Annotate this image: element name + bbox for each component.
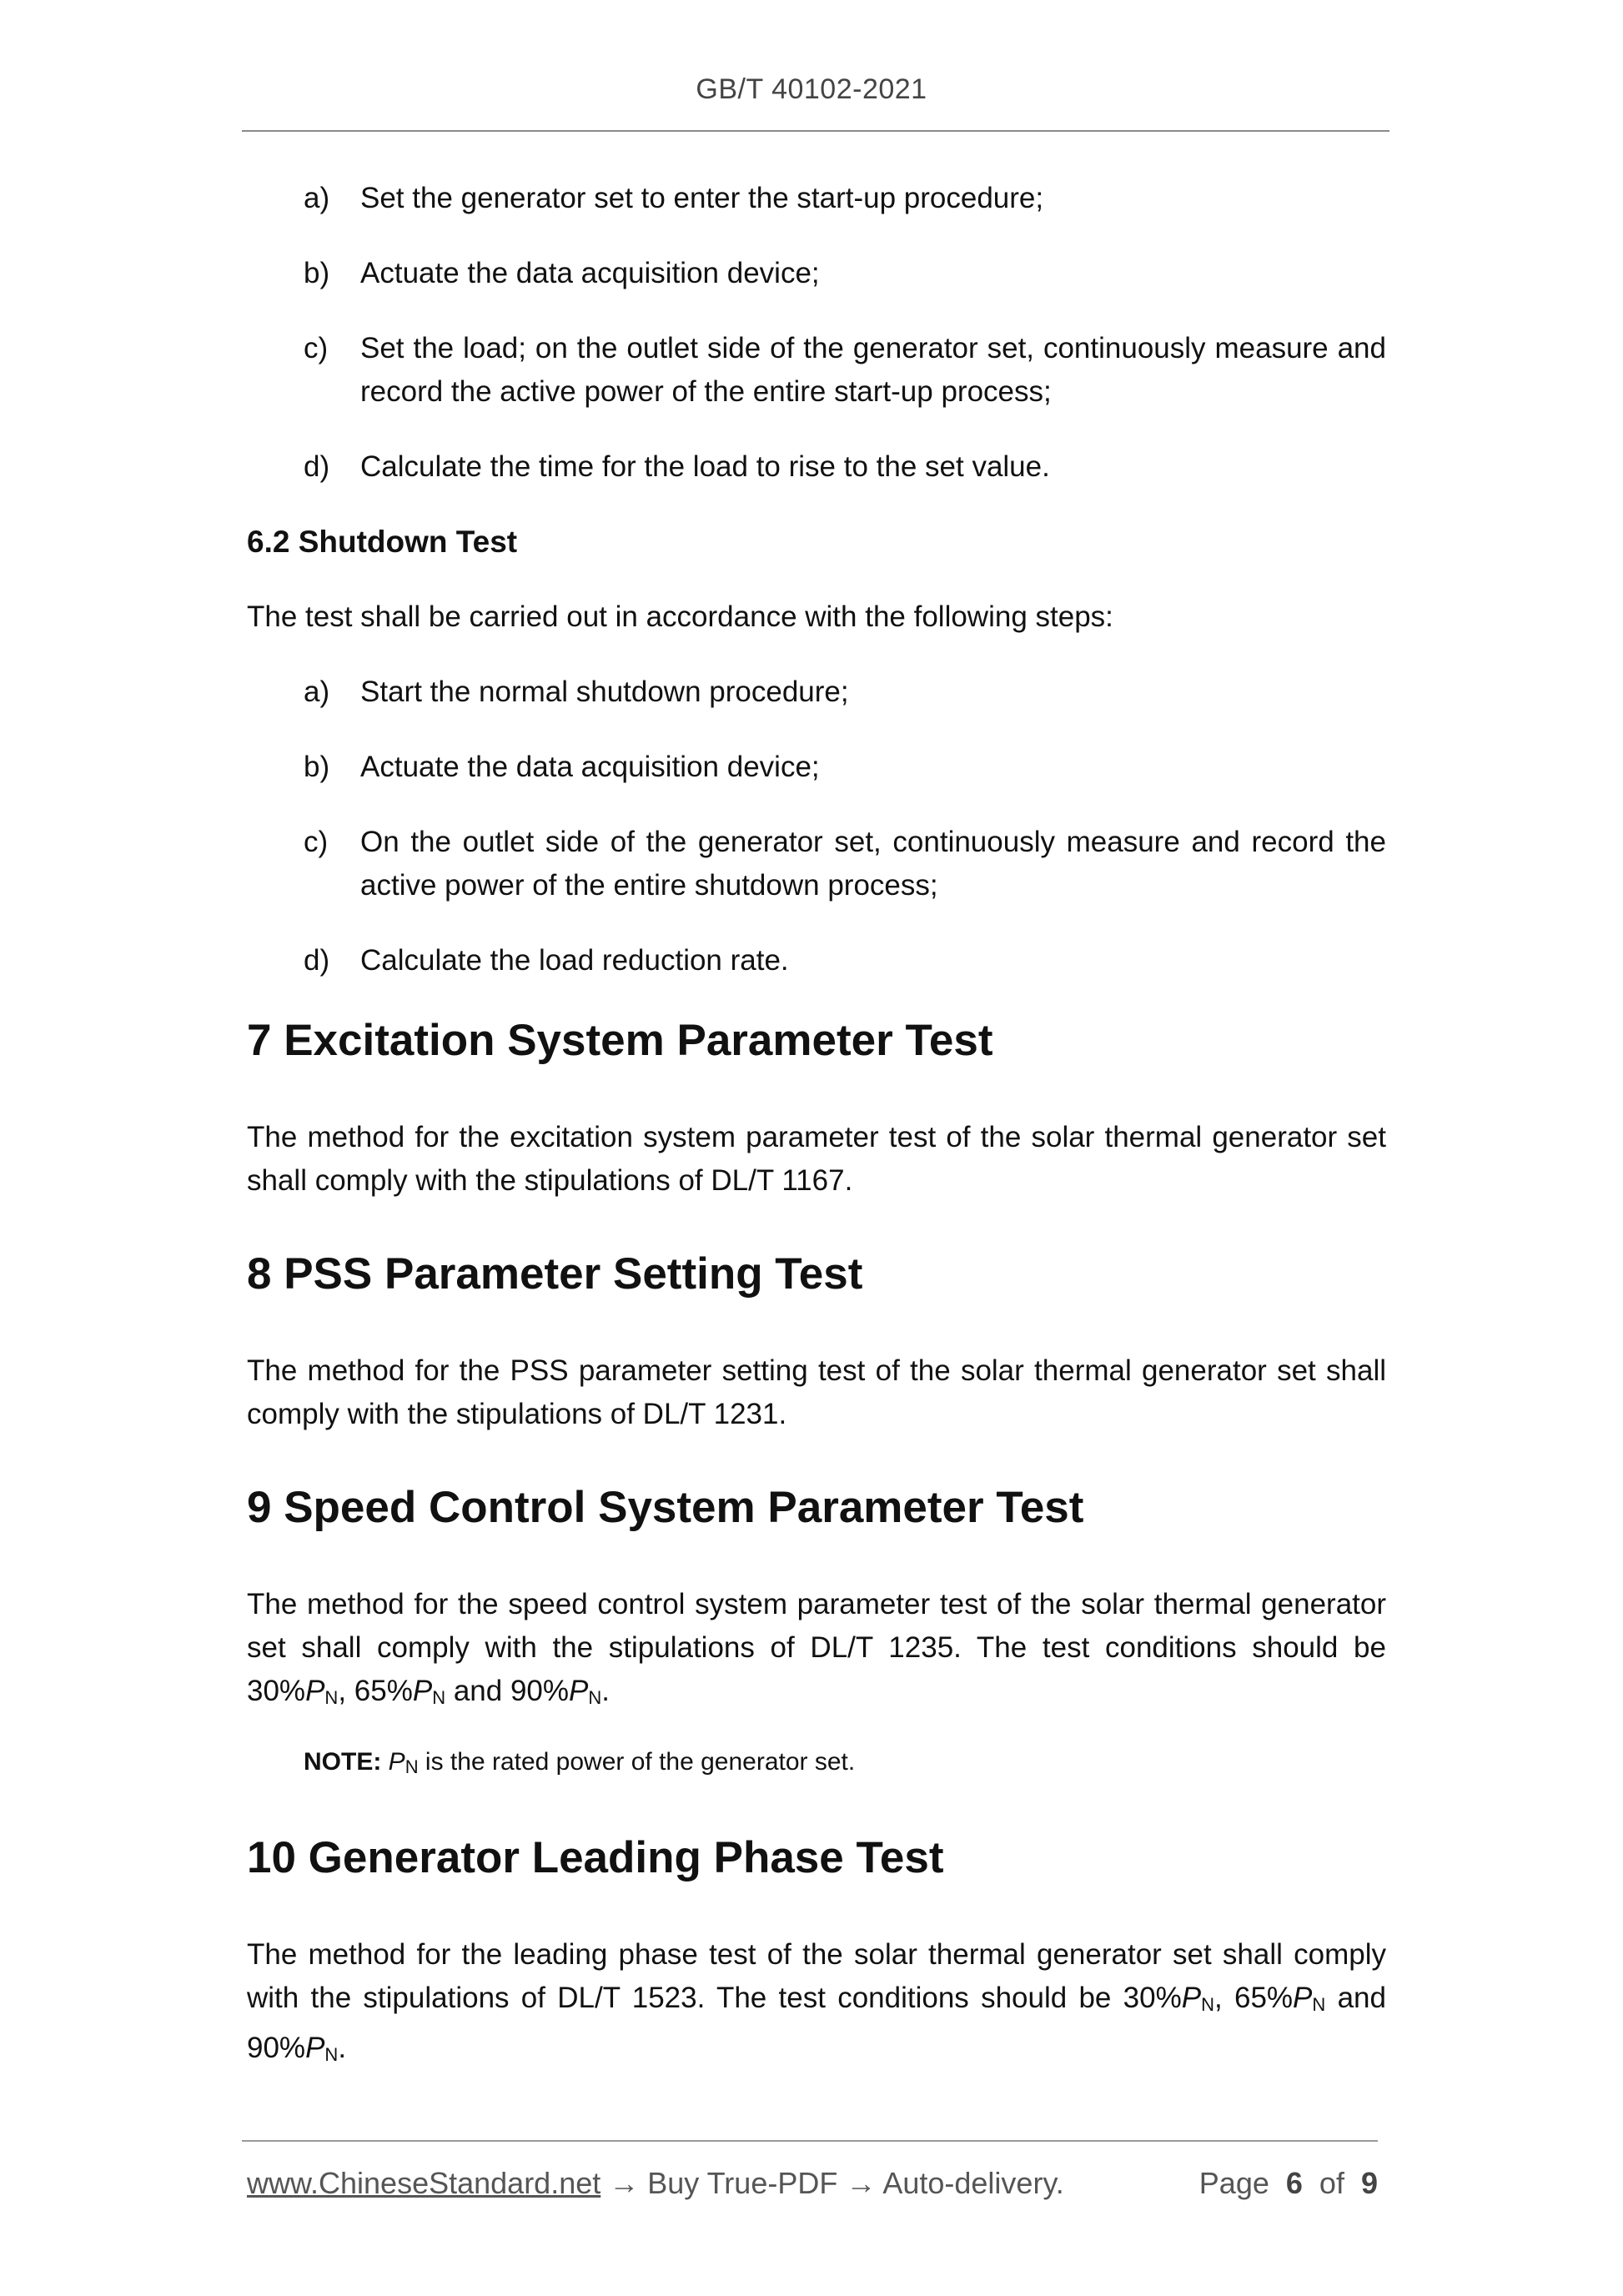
list-marker: d) <box>304 944 330 977</box>
section-6-2-intro: The test shall be carried out in accordance with the following steps: <box>247 600 1113 633</box>
shutdown-step-c <box>247 821 1386 907</box>
footer-divider <box>242 2140 1378 2142</box>
list-item-text: On the outlet side of the generator set, continuously measure and record the active power of the entire shutdown process; <box>360 826 1386 902</box>
note-label: NOTE: <box>304 1748 382 1776</box>
section-10-body: The method for the leading phase test of the solar thermal generator set shall comply with the stipulations of DL/T 1523. The test conditions should be 30%PN, 65%PN and 90%PN. <box>247 1938 1386 2065</box>
section-8-body: The method for the PSS parameter setting test of the solar thermal generator set shall comply with the stipulations of DL/T 1231. <box>247 1354 1386 1430</box>
note-text: is the rated power of the generator set. <box>425 1748 856 1776</box>
list-marker: b) <box>304 257 330 289</box>
section-9-note: NOTE: PN is the rated power of the generator set. <box>304 1748 856 1777</box>
page-content <box>247 177 1386 2108</box>
list-marker: a) <box>304 182 330 214</box>
section-6-2-heading: 6.2 Shutdown Test <box>247 525 518 559</box>
list-marker: c) <box>304 332 329 364</box>
total-pages: 9 <box>1360 2166 1378 2200</box>
list-item-text: Actuate the data acquisition device; <box>360 751 820 783</box>
list-item-text: Start the normal shutdown procedure; <box>360 676 849 708</box>
shutdown-step-d <box>247 939 1386 982</box>
list-marker: c) <box>304 826 329 858</box>
startup-step-c <box>247 327 1386 414</box>
page-indicator: Page 6 of 9 <box>1198 2166 1378 2200</box>
page-footer <box>247 2162 1378 2205</box>
section-10-body-text: The method for the leading phase test of the solar thermal generator set shall comply with the stipulations of DL/T 1523. The test conditions should be <box>247 1938 1386 2014</box>
section-10-heading: 10 Generator Leading Phase Test <box>247 1833 944 1882</box>
promo-text: → Buy True-PDF → Auto-delivery. <box>609 2166 1064 2200</box>
section-9-heading: 9 Speed Control System Parameter Test <box>247 1483 1084 1532</box>
list-marker: a) <box>304 676 330 708</box>
list-item-text: Set the load; on the outlet side of the generator set, continuously measure and record the active power of the entire start-up process; <box>360 332 1386 408</box>
section-8-heading: 8 PSS Parameter Setting Test <box>247 1249 863 1299</box>
section-9-body: The method for the speed control system parameter test of the solar thermal generator set shall comply with the stipulations of DL/T 1235. The test conditions should be 30%PN, 65%PN and 90%PN. <box>247 1588 1386 1708</box>
section-7-heading: 7 Excitation System Parameter Test <box>247 1016 993 1065</box>
startup-step-a <box>247 177 1386 220</box>
startup-step-d <box>247 445 1386 489</box>
document-id-header: GB/T 40102-2021 <box>696 73 927 105</box>
list-item-text: Set the generator set to enter the start-up procedure; <box>360 182 1044 214</box>
list-marker: d) <box>304 450 330 483</box>
section-7-body: The method for the excitation system parameter test of the solar thermal generator set shall comply with the stipulations of DL/T 1167. <box>247 1121 1386 1197</box>
startup-step-b <box>247 252 1386 295</box>
list-marker: b) <box>304 751 330 783</box>
current-page: 6 <box>1285 2166 1303 2200</box>
section-9-body-text: The method for the speed control system parameter test of the solar thermal generator set shall comply with the stipulations of DL/T 1235. The test conditions should be <box>247 1588 1386 1664</box>
website-link[interactable]: www.ChineseStandard.net <box>247 2166 601 2200</box>
list-item-text: Calculate the load reduction rate. <box>360 944 789 977</box>
shutdown-step-b <box>247 746 1386 789</box>
list-item-text: Actuate the data acquisition device; <box>360 257 820 289</box>
shutdown-step-a <box>247 671 1386 714</box>
header-divider <box>242 130 1389 132</box>
list-item-text: Calculate the time for the load to rise to the set value. <box>360 450 1050 483</box>
